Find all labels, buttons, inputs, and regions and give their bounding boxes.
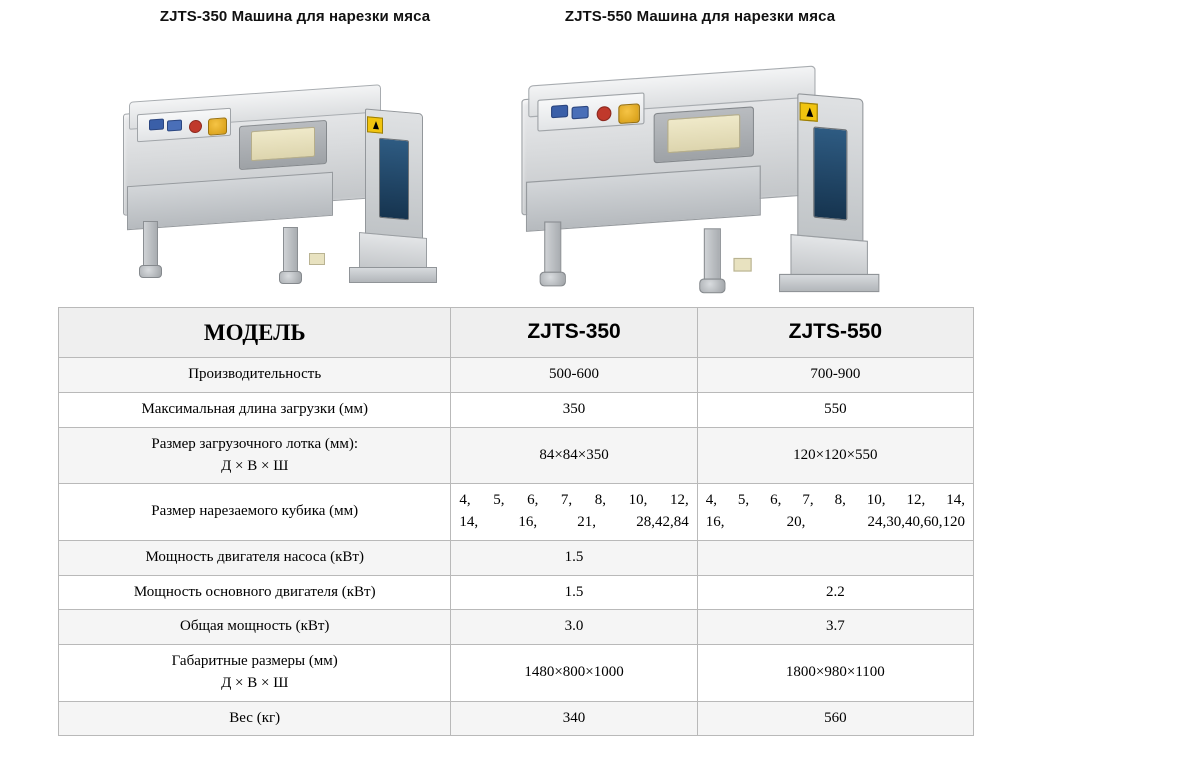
row-label: Производительность <box>59 358 451 393</box>
table-row <box>59 645 974 702</box>
product-title-350: ZJTS-350 Машина для нарезки мяса <box>159 8 431 25</box>
selector-knob-icon <box>208 117 227 135</box>
row-value-350: 3.0 <box>451 610 697 645</box>
warning-label-icon <box>367 116 383 133</box>
product-image-550 <box>500 35 900 295</box>
machine-foot <box>540 272 566 287</box>
row-label: Общая мощность (кВт) <box>59 610 451 645</box>
row-label: Максимальная длина загрузки (мм) <box>59 393 451 428</box>
row-value-550 <box>697 484 973 541</box>
product-images-section <box>0 0 1187 300</box>
row-label-line1: Габаритные размеры (мм) <box>171 653 338 670</box>
machine-foot <box>699 278 725 293</box>
product-zjts-350 <box>95 8 495 295</box>
machine-leg <box>704 228 721 283</box>
row-label: Мощность двигателя насоса (кВт) <box>59 540 451 575</box>
row-value-550: 550 <box>697 393 973 428</box>
machine-plinth <box>779 274 879 292</box>
dice-sizes-550-line1: 4, 5, 6, 7, 8, 10, 12, 14, <box>705 492 965 509</box>
machine-nameplate <box>733 258 751 272</box>
machine-leg <box>283 227 298 275</box>
row-value-350: 340 <box>451 701 697 736</box>
header-zjts-350: ZJTS-350 <box>451 308 697 358</box>
machine-plinth <box>349 267 437 283</box>
product-zjts-550 <box>500 8 900 295</box>
row-value-350: 1480×800×1000 <box>451 645 697 702</box>
dice-sizes-350-line2: 14, 16, 21, 28,42,84 <box>459 514 689 531</box>
row-value-550 <box>697 540 973 575</box>
blue-button-2-icon <box>167 119 182 131</box>
blue-button-icon <box>551 105 568 119</box>
machine-foot <box>279 271 302 284</box>
blue-button-2-icon <box>572 106 589 120</box>
inspection-window <box>379 138 409 221</box>
row-label <box>59 645 451 702</box>
row-value-350: 1.5 <box>451 575 697 610</box>
row-label: Мощность основного двигателя (кВт) <box>59 575 451 610</box>
dice-sizes-550-line2: 16, 20, 24,30,40,60,120 <box>705 514 965 531</box>
header-zjts-550: ZJTS-550 <box>697 308 973 358</box>
selector-knob-icon <box>618 103 640 124</box>
row-label: Вес (кг) <box>59 701 451 736</box>
table-row <box>59 701 974 736</box>
dice-sizes-350-line1: 4, 5, 6, 7, 8, 10, 12, <box>459 492 689 509</box>
feed-tray <box>667 114 740 153</box>
table-row <box>59 393 974 428</box>
row-value-550: 1800×980×1100 <box>697 645 973 702</box>
blue-button-icon <box>149 118 164 130</box>
row-value-350 <box>451 484 697 541</box>
row-value-350: 84×84×350 <box>451 427 697 484</box>
row-label <box>59 427 451 484</box>
row-value-350: 1.5 <box>451 540 697 575</box>
header-model: МОДЕЛЬ <box>59 308 451 358</box>
row-value-350: 500-600 <box>451 358 697 393</box>
table-row <box>59 610 974 645</box>
table-row <box>59 427 974 484</box>
table-row <box>59 484 974 541</box>
machine-nameplate <box>309 253 325 265</box>
table-row <box>59 540 974 575</box>
machine-leg <box>143 221 158 269</box>
row-label: Размер нарезаемого кубика (мм) <box>59 484 451 541</box>
specifications-table <box>58 307 974 736</box>
row-value-550: 3.7 <box>697 610 973 645</box>
row-value-550: 2.2 <box>697 575 973 610</box>
specifications-table-wrapper <box>58 307 974 736</box>
row-value-550: 700-900 <box>697 358 973 393</box>
machine-leg <box>544 221 561 276</box>
machine-foot <box>139 265 162 278</box>
product-image-350 <box>95 35 495 295</box>
table-body <box>59 358 974 736</box>
row-value-550: 560 <box>697 701 973 736</box>
feed-tray <box>251 127 315 161</box>
row-label-line1: Размер загрузочного лотка (мм): <box>151 435 359 452</box>
row-value-550: 120×120×550 <box>697 427 973 484</box>
table-header <box>59 308 974 358</box>
table-row <box>59 358 974 393</box>
row-label-line2: Д × В × Ш <box>221 674 289 691</box>
row-label-line2: Д × В × Ш <box>221 457 289 474</box>
table-header-row <box>59 308 974 358</box>
table-row <box>59 575 974 610</box>
row-value-350: 350 <box>451 393 697 428</box>
inspection-window <box>813 126 847 220</box>
product-title-550: ZJTS-550 Машина для нарезки мяса <box>564 8 836 25</box>
warning-label-icon <box>800 102 818 122</box>
